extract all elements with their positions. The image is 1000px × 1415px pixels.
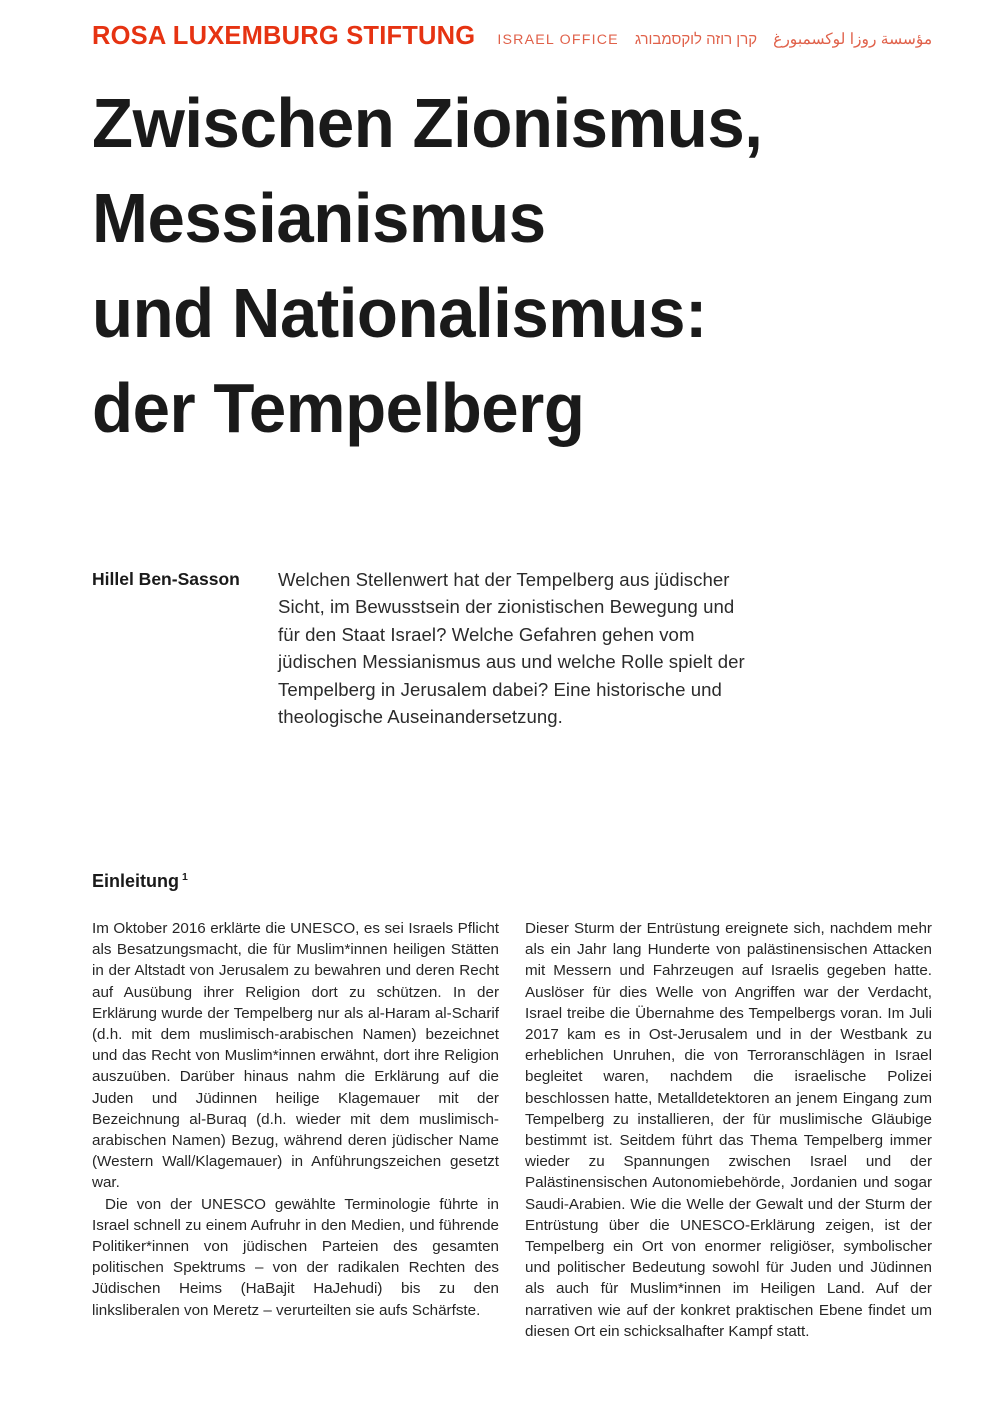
page-title-line-4: der Tempelberg bbox=[92, 369, 585, 447]
section-heading-einleitung bbox=[92, 870, 499, 892]
page-title-line-3: und Nationalismus: bbox=[92, 274, 707, 352]
brand-arabic-label: مؤسسة روزا لوكسمبورغ bbox=[773, 31, 933, 48]
page-title bbox=[92, 76, 872, 456]
right-column-paragraph-1: Dieser Sturm der Entrüstung ereignete sich, nachdem mehr als ein Jahr lang Hunderte von palästinensischen Attacken mit Messern und Fahrzeugen auf Israelis gegeben hatte. Auslöser für dies Welle von Angriffen war der Verdacht, Israel treibe die Übernahme des Tempelbergs voran. Im Juli 2017 kam es in Ost-Jerusalem und in der Westbank zu erheblichen Unruhen, die von Terroranschlägen in Israel begleitet waren, nachdem die israelische Polizei beschlossen hatte, Metalldetektoren an jenem Eingang zum Tempelberg zu installieren, der für muslimische Gläubige bestimmt ist. Seitdem führt das Thema Tempelberg immer wieder zu Spannungen zwischen Israel und der Palästinensischen Autonomiebehörde, Jordanien und sogar Saudi-Arabien. Wie die Welle der Gewalt und der Sturm der Entrüstung über die UNESCO-Erklärung zeigen, ist der Tempelberg ein Ort von enormer religiöser, symbolischer und politischer Bedeutung sowohl für Juden und Jüdinnen als auch für Muslim*innen im Heiligen Land. Auf der narrativen wie auf der konkret praktischen Ebene findet um diesen Ort ein schicksalhafter Kampf statt. bbox=[525, 920, 932, 1340]
author-name: Hillel Ben-Sasson bbox=[92, 569, 240, 589]
brand-language-list bbox=[497, 32, 932, 48]
right-column-top-spacer bbox=[525, 870, 932, 918]
lede-block bbox=[92, 566, 932, 730]
left-column-paragraph-1: Im Oktober 2016 erklärte die UNESCO, es sei Israels Pflicht als Besatzungsmacht, die für Muslim*innen heiligen Stätten in der Altstadt von Jerusalem zu bewahren und deren Recht auf Ausübung ihrer Religion dort zu schützen. In der Erklärung wurde der Tempelberg nur als al-Haram al-Scharif (d.h. mit dem muslimisch-arabischen Namen) bezeichnet und das Recht von Muslim*innen erwähnt, dort ihre Religion auszuüben. Darüber hinaus nahm die Erklärung auf die Juden und Jüdinnen heilige Klagemauer mit der Bezeichnung al-Buraq (d.h. wieder mit dem muslimisch-arabischen Namen) Bezug, während deren jüdischer Name (Western Wall/Klagemauer) in Anführungszeichen gesetzt war. bbox=[92, 920, 499, 1192]
brand-hebrew-label: קרן רוזה לוקסמבורג bbox=[634, 31, 758, 48]
abstract-text: Welchen Stellenwert hat der Tempelberg aus jüdischer Sicht, im Bewusstsein der zionistischen Bewegung und für den Staat Israel? Welche Gefahren gehen vom jüdischen Messianismus aus und welche Rolle spielt der Tempelberg in Jerusalem dabei? Eine historische und theologische Auseinandersetzung. bbox=[278, 569, 745, 728]
page-title-line-2: Messianismus bbox=[92, 179, 546, 257]
brand-office-label: ISRAEL OFFICE bbox=[497, 32, 619, 48]
body-columns bbox=[92, 870, 932, 1340]
body-column-right bbox=[525, 870, 932, 1340]
footnote-marker-1: 1 bbox=[182, 871, 188, 883]
page-title-line-1: Zwischen Zionismus, bbox=[92, 84, 763, 162]
section-heading-label: Einleitung bbox=[92, 871, 179, 891]
body-column-left bbox=[92, 870, 499, 1330]
brand-header bbox=[92, 24, 932, 54]
rosa-luxemburg-stiftung-wordmark: ROSA LUXEMBURG STIFTUNG bbox=[92, 22, 476, 50]
left-column-paragraph-2: Die von der UNESCO gewählte Terminologie führte in Israel schnell zu einem Aufruhr in den Medien, und führende Politiker*innen von jüdischen Parteien des gesamten politischen Spektrums – von der radikalen Rechten des Jüdischen Heims (HaBajit HaJehudi) bis zu den linksliberalen von Meretz – verurteilten sie aufs Schärfste. bbox=[92, 1195, 499, 1319]
